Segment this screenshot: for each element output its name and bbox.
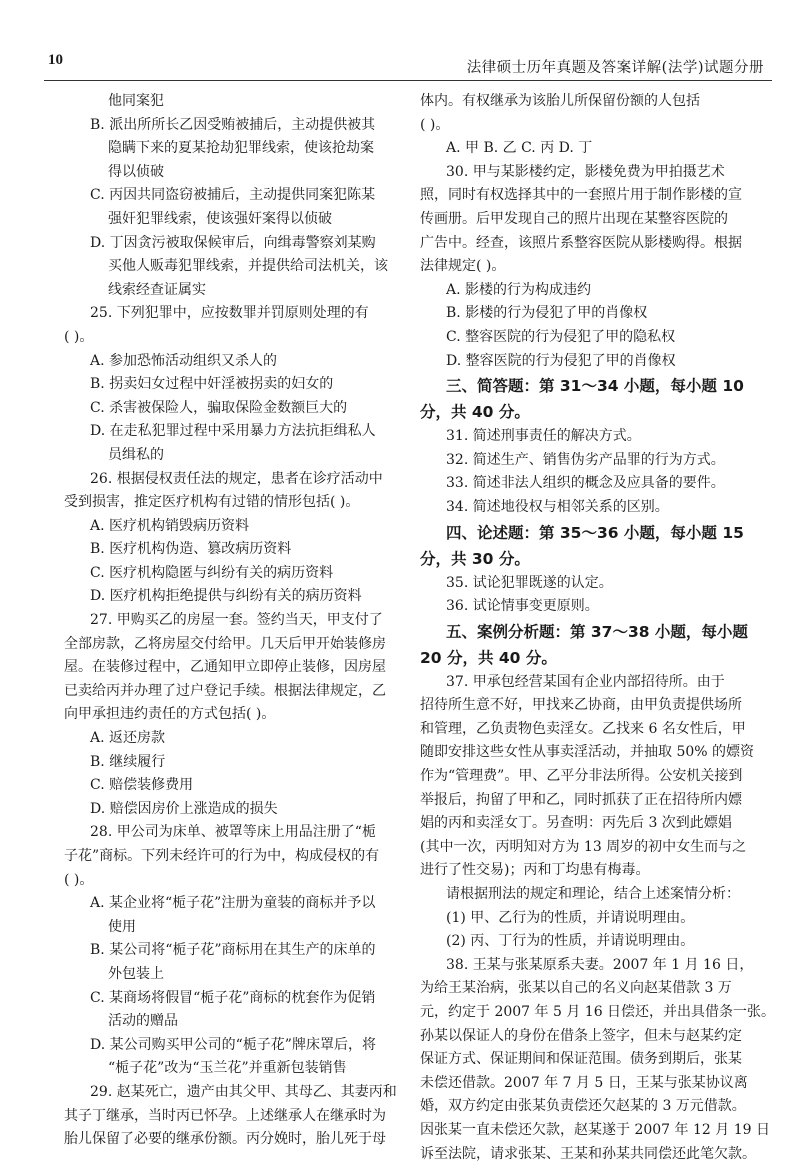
- section-heading: 分，共 40 分。: [420, 403, 530, 422]
- text-line: ( )。: [420, 116, 450, 133]
- text-line: 诉至法院，请求张某、王某和孙某共同偿还此笔欠款。: [420, 1145, 756, 1162]
- text-line: D. 丁因贪污被取保候审后，向缉毒警察刘某购: [90, 234, 376, 251]
- text-line: 29. 赵某死亡，遗产由其父甲、其母乙、其妻丙和: [90, 1083, 397, 1100]
- text-line: 他同案犯: [108, 93, 164, 109]
- section-heading: 三、简答题：第 31～34 小题，每小题 10: [446, 377, 744, 396]
- text-line: 保证方式、保证期间和保证范围。债务到期后，张某: [420, 1051, 742, 1068]
- text-line: D. 赔偿因房价上涨造成的损失: [90, 800, 278, 817]
- text-line: 27. 甲购买乙的房屋一套。签约当天，甲支付了: [90, 612, 383, 629]
- text-line: 26. 根据侵权责任法的规定，患者在诊疗活动中: [90, 470, 383, 487]
- text-line: 全部房款，乙将房屋交付给甲。几天后甲开始装修房: [64, 635, 386, 652]
- text-line: 已卖给丙并办理了过户登记手续。根据法律规定，乙: [64, 682, 386, 699]
- text-line: A. 医疗机构销毁病历资料: [90, 517, 250, 534]
- text-line: 28. 甲公司为床单、被罩等床上用品注册了“栀: [90, 824, 376, 841]
- text-line: A. 甲 B. 乙 C. 丙 D. 丁: [446, 140, 593, 157]
- text-line: 38. 王某与张某原系夫妻。2007 年 1 月 16 日，: [446, 956, 754, 973]
- text-line: 37. 甲承包经营某国有企业内部招待所。由于: [446, 673, 725, 690]
- text-line: 30. 甲与某影楼约定，影楼免费为甲拍摄艺术: [446, 163, 725, 180]
- text-line: (1) 甲、乙行为的性质，并请说明理由。: [446, 909, 695, 926]
- page-header: [44, 52, 772, 81]
- text-line: 得以侦破: [108, 163, 164, 180]
- text-line: 强奸犯罪线索，使该强奸案得以侦破: [108, 210, 332, 227]
- text-line: 和管理，乙负责物色卖淫女。乙找来 6 名女性后，甲: [420, 720, 746, 737]
- text-line: (2) 丙、丁行为的性质，并请说明理由。: [446, 933, 695, 950]
- text-line: 胎儿保留了必要的继承份额。丙分娩时，胎儿死于母: [64, 1131, 386, 1148]
- text-line: C. 某商场将假冒“栀子花”商标的枕套作为促销: [90, 989, 376, 1006]
- text-line: 受到损害，推定医疗机构有过错的情形包括( )。: [64, 494, 360, 511]
- left-column: [64, 90, 397, 1152]
- text-line: B. 继续履行: [90, 753, 166, 770]
- text-line: C. 医疗机构隐匿与纠纷有关的病历资料: [90, 564, 334, 581]
- text-line: C. 杀害被保险人，骗取保险金数额巨大的: [90, 399, 348, 416]
- text-line: B. 医疗机构伪造、篡改病历资料: [90, 541, 292, 558]
- text-line: D. 整容医院的行为侵犯了甲的肖像权: [446, 352, 676, 369]
- text-line: 娼的丙和卖淫女丁。另查明：丙先后 3 次到此嫖娼: [420, 815, 732, 832]
- text-line: 其子丁继承，当时丙已怀孕。上述继承人在继承时为: [64, 1107, 386, 1124]
- text-line: 使用: [108, 918, 136, 935]
- text-line: 32. 简述生产、销售伪劣产品罪的行为方式。: [446, 451, 725, 468]
- section-heading: 五、案例分析题：第 37～38 小题，每小题: [446, 622, 748, 641]
- text-line: A. 参加恐怖活动组织又杀人的: [90, 352, 278, 369]
- text-line: 随即安排这些女性从事卖淫活动，并抽取 50% 的嫖资: [420, 744, 755, 761]
- running-title: 法律硕士历年真题及答案详解(法学)试题分册: [466, 60, 764, 76]
- text-line: 向甲承担违约责任的方式包括( )。: [64, 706, 276, 723]
- text-line: 体内。有权继承为该胎儿所保留份额的人包括: [420, 93, 700, 109]
- text-line: 屋。在装修过程中，乙通知甲立即停止装修，因房屋: [64, 659, 386, 676]
- text-line: D. 在走私犯罪过程中采用暴力方法抗拒缉私人: [90, 423, 376, 440]
- text-line: 为给王某治病，张某以自己的名义向赵某借款 3 万: [420, 980, 732, 997]
- text-line: B. 某公司将“栀子花”商标用在其生产的床单的: [90, 942, 376, 959]
- text-line: 隐瞒下来的夏某抢劫犯罪线索，使该抢劫案: [108, 140, 374, 157]
- text-line: 元，约定于 2007 年 5 月 16 日偿还，并出具借条一张。: [420, 1004, 776, 1020]
- text-line: 外包装上: [108, 965, 164, 982]
- text-line: B. 拐卖妇女过程中奸淫被拐卖的妇女的: [90, 376, 334, 393]
- text-line: B. 影楼的行为侵犯了甲的肖像权: [446, 305, 648, 322]
- text-line: 线索经查证属实: [108, 281, 206, 298]
- section-heading: 20 分，共 40 分。: [420, 648, 557, 667]
- text-line: B. 派出所所长乙因受贿被捕后，主动提供被其: [90, 116, 376, 133]
- text-line: 买他人贩毒犯罪线索，并提供给司法机关，该: [108, 258, 388, 275]
- text-line: 活动的赠品: [108, 1013, 178, 1030]
- text-line: 广告中。经查，该照片系整容医院从影楼购得。根据: [420, 234, 742, 251]
- text-line: (其中一次，丙明知对方为 13 周岁的初中女生而与之: [420, 838, 747, 855]
- text-line: 举报后，拘留了甲和乙，同时抓获了正在招待所内嫖: [420, 791, 742, 808]
- text-line: 作为“管理费”。甲、乙平分非法所得。公安机关接到: [420, 768, 743, 785]
- text-line: 婚，双方约定由张某负责偿还欠赵某的 3 万元借款。: [420, 1098, 746, 1115]
- text-line: 员缉私的: [108, 446, 164, 463]
- text-line: 33. 简述非法人组织的概念及应具备的要件。: [446, 475, 725, 492]
- text-line: ( )。: [64, 328, 94, 345]
- section-heading: 分，共 30 分。: [420, 549, 530, 568]
- text-line: 25. 下列犯罪中，应按数罪并罚原则处理的有: [90, 305, 369, 322]
- text-line: 传画册。后甲发现自己的照片出现在某整容医院的: [420, 210, 728, 227]
- text-line: 未偿还借款。2007 年 7 月 5 日，王某与张某协议离: [420, 1074, 748, 1091]
- text-line: A. 某企业将“栀子花”注册为童装的商标并予以: [90, 895, 376, 912]
- text-line: 子花”商标。下列未经许可的行为中，构成侵权的有: [64, 848, 380, 864]
- text-line: A. 影楼的行为构成违约: [446, 281, 592, 298]
- text-line: 35. 试论犯罪既遂的认定。: [446, 574, 613, 591]
- text-line: 请根据刑法的规定和理论，结合上述案情分析：: [446, 886, 740, 903]
- text-line: D. 某公司购买甲公司的“栀子花”牌床罩后，将: [90, 1036, 376, 1053]
- text-line: C. 丙因共同盗窃被捕后，主动提供同案犯陈某: [90, 187, 376, 204]
- page-number: 10: [48, 52, 63, 68]
- text-line: 照，同时有权选择其中的一套照片用于制作影楼的宣: [420, 187, 742, 204]
- text-line: ( )。: [64, 871, 94, 888]
- text-line: C. 整容医院的行为侵犯了甲的隐私权: [446, 328, 676, 345]
- text-line: D. 医疗机构拒绝提供与纠纷有关的病历资料: [90, 588, 362, 605]
- text-line: 法律规定( )。: [420, 258, 506, 275]
- text-line: A. 返还房款: [90, 730, 166, 747]
- text-line: 因张某一直未偿还欠款，赵某遂于 2007 年 12 月 19 日: [420, 1121, 770, 1138]
- text-line: 进行了性交易)；丙和丁均患有梅毒。: [420, 862, 650, 879]
- text-line: C. 赔偿装修费用: [90, 777, 194, 794]
- text-line: 31. 简述刑事责任的解决方式。: [446, 428, 641, 445]
- text-line: “栀子花”改为“玉兰花”并重新包装销售: [108, 1060, 347, 1077]
- text-line: 34. 简述地役权与相邻关系的区别。: [446, 498, 669, 515]
- text-line: 孙某以保证人的身份在借条上签字，但未与赵某约定: [420, 1027, 742, 1044]
- section-heading: 四、论述题：第 35～36 小题，每小题 15: [446, 523, 744, 542]
- right-column: [420, 90, 776, 1166]
- text-line: 36. 试论情事变更原则。: [446, 598, 599, 615]
- text-line: 招待所生意不好，甲找来乙协商，由甲负责提供场所: [420, 697, 742, 714]
